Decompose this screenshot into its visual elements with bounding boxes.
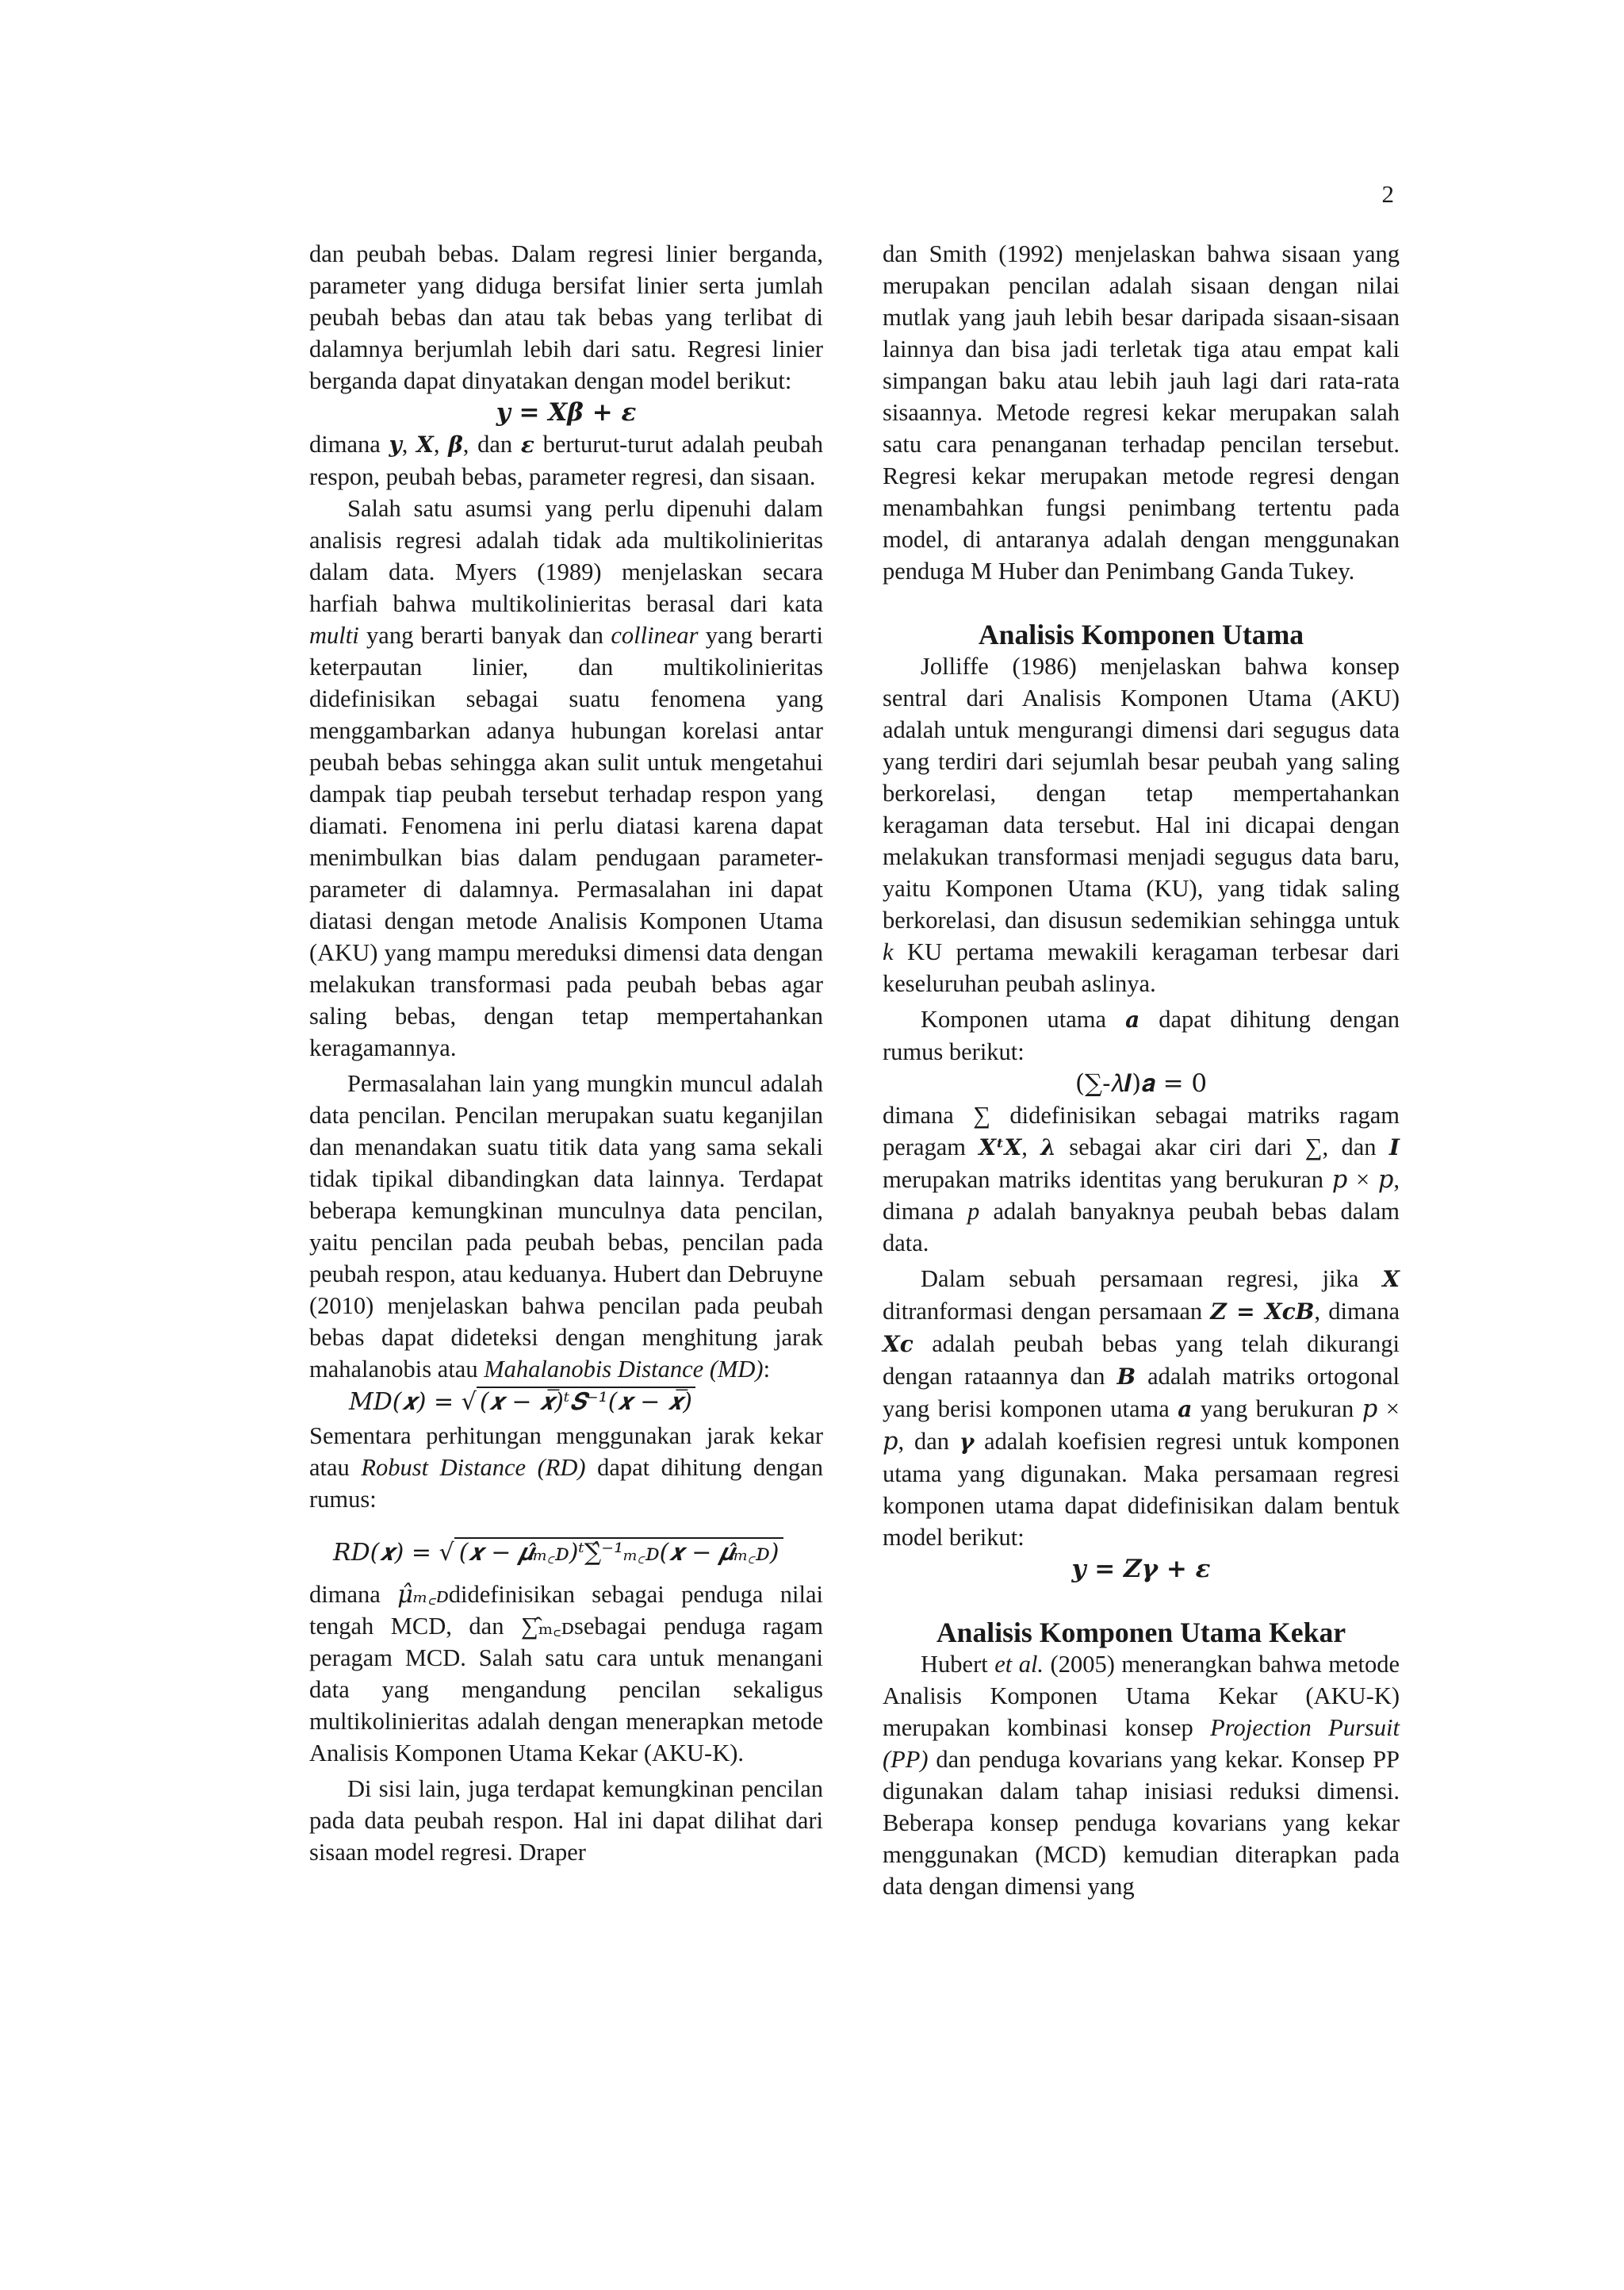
- paragraph: dan peubah bebas. Dalam regresi linier berganda, parameter yang diduga bersifat linier serta jumlah peubah bebas dan atau tak bebas yang terlibat di dalamnya berjumlah lebih dari satu. Regresi linier berganda dapat dinyatakan dengan model berikut:: [309, 240, 823, 394]
- text-span: adalah banyaknya peubah bebas dalam data.: [883, 1198, 1400, 1256]
- text-span: adalah peubah bebas yang telah dikurangi dengan rataannya dan: [883, 1330, 1400, 1390]
- text-span: dimana: [309, 431, 389, 458]
- symbol-beta: 𝜷: [448, 432, 463, 458]
- italic-term: p: [967, 1198, 980, 1225]
- symbol-identity: 𝑰: [1388, 1134, 1400, 1160]
- text-span: Sementara perhitungan menggunakan jarak kekar atau: [309, 1422, 823, 1481]
- paragraph: [883, 1003, 1400, 1068]
- equation-eigen: (∑-𝜆𝑰)𝒂 = 0: [1074, 1069, 1208, 1098]
- equation-inline: 𝒁 = 𝑿𝒄𝑩: [1210, 1298, 1315, 1325]
- text-span: dapat dihitung dengan rumus:: [309, 1454, 823, 1513]
- text-span: :: [763, 1356, 771, 1383]
- text-span: adalah koefisien regresi untuk komponen utama yang digunakan. Maka persamaan regresi komponen utama dapat didefinisikan dalam bentuk model berikut:: [883, 1428, 1400, 1551]
- italic-term: k: [883, 938, 894, 965]
- text-span: dimana ∑ didefinisikan sebagai matriks ragam peragam: [883, 1102, 1400, 1160]
- paragraph: [883, 1263, 1400, 1553]
- paragraph: [883, 1099, 1400, 1259]
- symbol-x: 𝑿: [416, 432, 434, 458]
- equation-robust-distance: 𝑅𝐷(𝒙) = √ (𝒙 − 𝝁̂ₘ꜀ᴅ)ᵗ∑̂⁻¹ₘ꜀ᴅ(𝒙 − 𝝁̂ₘ꜀ᴅ): [309, 1515, 823, 1578]
- text-span: ,: [1021, 1133, 1041, 1160]
- right-column: [883, 238, 1400, 1902]
- symbol-b: 𝑩: [1116, 1364, 1136, 1390]
- text-span: Komponen utama: [921, 1006, 1126, 1033]
- text-span: yang berarti keterpautan linier, dan multikolinieritas didefinisikan sebagai suatu fenomena yang menggambarkan adanya hubungan korelasi antar peubah bebas sehingga akan sulit untuk mengetahui dampak tiap peubah tersebut terhadap respon yang diamati. Fenomena ini perlu diatasi karena dapat menimbulkan bias dalam pendugaan parameter-parameter di dalamnya. Permasalahan ini dapat diatasi dengan metode Analisis Komponen Utama (AKU) yang mampu mereduksi dimensi data dengan melakukan transformasi pada peubah bebas agar saling bebas, dengan tetap mempertahankan keragamannya.: [309, 622, 823, 1061]
- italic-term: multi: [309, 622, 359, 649]
- symbol-lambda: 𝝀: [1040, 1134, 1056, 1160]
- text-span: Salah satu asumsi yang perlu dipenuhi dalam analisis regresi adalah tidak ada multikolinieritas dalam data. Myers (1989) menjelaskan secara harfiah bahwa multikolinieritas berasal dari kata: [309, 495, 823, 617]
- text-span: ditranformasi dengan persamaan: [883, 1298, 1211, 1325]
- text-span: , dan: [462, 431, 521, 458]
- text-span: dimana: [309, 1581, 398, 1608]
- text-span: yang berarti banyak dan: [358, 622, 611, 649]
- section-heading: Analisis Komponen Utama: [978, 619, 1304, 650]
- text-span: sebagai akar ciri dari ∑, dan: [1055, 1133, 1389, 1160]
- paragraph: [309, 493, 823, 1064]
- text-span: , dimana: [1314, 1298, 1400, 1325]
- symbol-epsilon: 𝜺: [520, 432, 534, 458]
- paragraph: Di sisi lain, juga terdapat kemungkinan pencilan pada data peubah respon. Hal ini dapat dilihat dari sisaan model regresi. Draper: [309, 1775, 823, 1866]
- text-span: Jolliffe (1986) menjelaskan bahwa konsep sentral dari Analisis Komponen Utama (AKU) adalah untuk mengurangi dimensi dari segugus data yang terdiri dari sejumlah besar peubah yang saling berkorelasi, dengan tetap mempertahankan keragaman data tersebut. Hal ini dicapai dengan melakukan transformasi menjadi segugus data baru, yaitu Komponen Utama (KU), yang tidak saling berkorelasi, dan disusun sedemikian sehingga untuk: [883, 653, 1400, 934]
- equation-radicand: (𝒙 − 𝒙̅)ᵗ𝑺⁻¹(𝒙 − 𝒙̅): [477, 1387, 695, 1417]
- symbol-a: 𝒂: [1125, 1007, 1140, 1033]
- text-span: ,: [433, 431, 449, 458]
- left-column: [309, 238, 823, 1868]
- section-heading: Analisis Komponen Utama Kekar: [936, 1617, 1346, 1648]
- text-span: KU pertama mewakili keragaman terbesar dari keseluruhan peubah aslinya.: [883, 938, 1400, 997]
- paragraph: [883, 1648, 1400, 1902]
- text-span: Dalam sebuah persamaan regresi, jika: [921, 1265, 1383, 1292]
- text-span: ,: [401, 431, 417, 458]
- symbol-sigma-mcd: ∑̂ₘ꜀ᴅ: [520, 1613, 574, 1640]
- symbol-gamma: 𝜸: [959, 1429, 975, 1455]
- paragraph: [309, 1420, 823, 1515]
- symbol-xc: 𝑿𝒄: [883, 1331, 914, 1357]
- equation-linear-model: 𝒚 = 𝑿𝜷 + 𝜺: [496, 398, 637, 427]
- paragraph: [309, 428, 823, 493]
- text-span: dan penduga kovarians yang kekar. Konsep PP digunakan dalam tahap inisiasi reduksi dimensi. Beberapa konsep penduga kovarians yang kekar menggunakan (MCD) kemudian diterapkan pada data dengan dimensi yang: [883, 1746, 1400, 1900]
- paragraph: [309, 1068, 823, 1385]
- symbol-mu-mcd: 𝜇̂ₘ꜀ᴅ: [397, 1581, 449, 1608]
- text-span: sebagai penduga ragam peragam MCD. Salah satu cara untuk menangani data yang mengandung pencilan sekaligus multikolinieritas adalah dengan menerapkan metode Analisis Komponen Utama Kekar (AKU-K).: [309, 1613, 823, 1766]
- symbol-y: 𝒚: [389, 432, 402, 458]
- text-span: didefinisikan sebagai penduga nilai tengah MCD, dan: [309, 1581, 823, 1640]
- italic-term: Mahalanobis Distance (MD): [484, 1356, 764, 1383]
- text-span: Permasalahan lain yang mungkin muncul adalah data pencilan. Pencilan merupakan suatu keganjilan dan menandakan suatu titik data yang sama sekali tidak tipikal dibandingkan data lainnya. Terdapat beberapa kemungkinan munculnya data pencilan, yaitu pencilan pada peubah bebas, pencilan pada peubah respon, atau keduanya. Hubert dan Debruyne (2010) menjelaskan bahwa pencilan pada peubah bebas dapat dideteksi dengan menghitung jarak mahalanobis atau: [309, 1070, 823, 1383]
- equation-lhs: 𝑅𝐷(𝒙) =: [333, 1539, 439, 1567]
- text-span: merupakan matriks identitas yang berukuran 𝑝 × 𝑝, dimana: [883, 1166, 1400, 1225]
- equation-mahalanobis: 𝑀𝐷(𝒙) = √ (𝒙 − 𝒙̅)ᵗ𝑺⁻¹(𝒙 − 𝒙̅): [309, 1385, 823, 1420]
- page-number: 2: [1381, 180, 1394, 208]
- paragraph: [883, 650, 1400, 999]
- symbol-xtx: 𝑿ᵗ𝑿: [979, 1134, 1022, 1160]
- text-span: Hubert: [921, 1651, 995, 1678]
- equation-radicand: (𝒙 − 𝝁̂ₘ꜀ᴅ)ᵗ∑̂⁻¹ₘ꜀ᴅ(𝒙 − 𝝁̂ₘ꜀ᴅ): [454, 1537, 784, 1567]
- equation-lhs: 𝑀𝐷(𝒙) =: [349, 1388, 462, 1416]
- symbol-a: 𝒂: [1178, 1396, 1193, 1422]
- italic-term: Projection Pursuit (PP): [883, 1714, 1400, 1773]
- italic-term: Robust Distance (RD): [361, 1454, 586, 1481]
- italic-term: et al.: [994, 1651, 1044, 1678]
- symbol-x: 𝑿: [1382, 1266, 1400, 1292]
- italic-term: collinear: [611, 622, 699, 649]
- text-span: yang berukuran 𝑝 × 𝑝, dan: [883, 1395, 1400, 1455]
- text-span: berturut-turut adalah peubah respon, peubah bebas, parameter regresi, dan sisaan.: [309, 431, 824, 490]
- text-span: (2005) menerangkan bahwa metode Analisis Komponen Utama Kekar (AKU-K) merupakan kombinasi konsep: [883, 1651, 1400, 1741]
- equation-pc-regression: 𝒚 = 𝒁𝜸 + 𝜺: [1071, 1555, 1211, 1583]
- text-span: dapat dihitung dengan rumus berikut:: [883, 1006, 1400, 1065]
- paragraph: [309, 1578, 823, 1769]
- text-span: adalah matriks ortogonal yang berisi komponen utama: [883, 1363, 1400, 1422]
- paragraph: dan Smith (1992) menjelaskan bahwa sisaan yang merupakan pencilan adalah sisaan dengan nilai mutlak yang jauh lebih besar daripada sisaan-sisaan lainnya dan bisa jadi terletak tiga atau empat kali simpangan baku atau lebih jauh lagi dari rata-rata sisaannya. Metode regresi kekar merupakan salah satu cara penanganan terhadap pencilan tersebut. Regresi kekar merupakan metode regresi dengan menambahkan fungsi penimbang tertentu pada model, di antaranya adalah dengan menggunakan penduga M Huber dan Penimbang Ganda Tukey.: [883, 240, 1400, 585]
